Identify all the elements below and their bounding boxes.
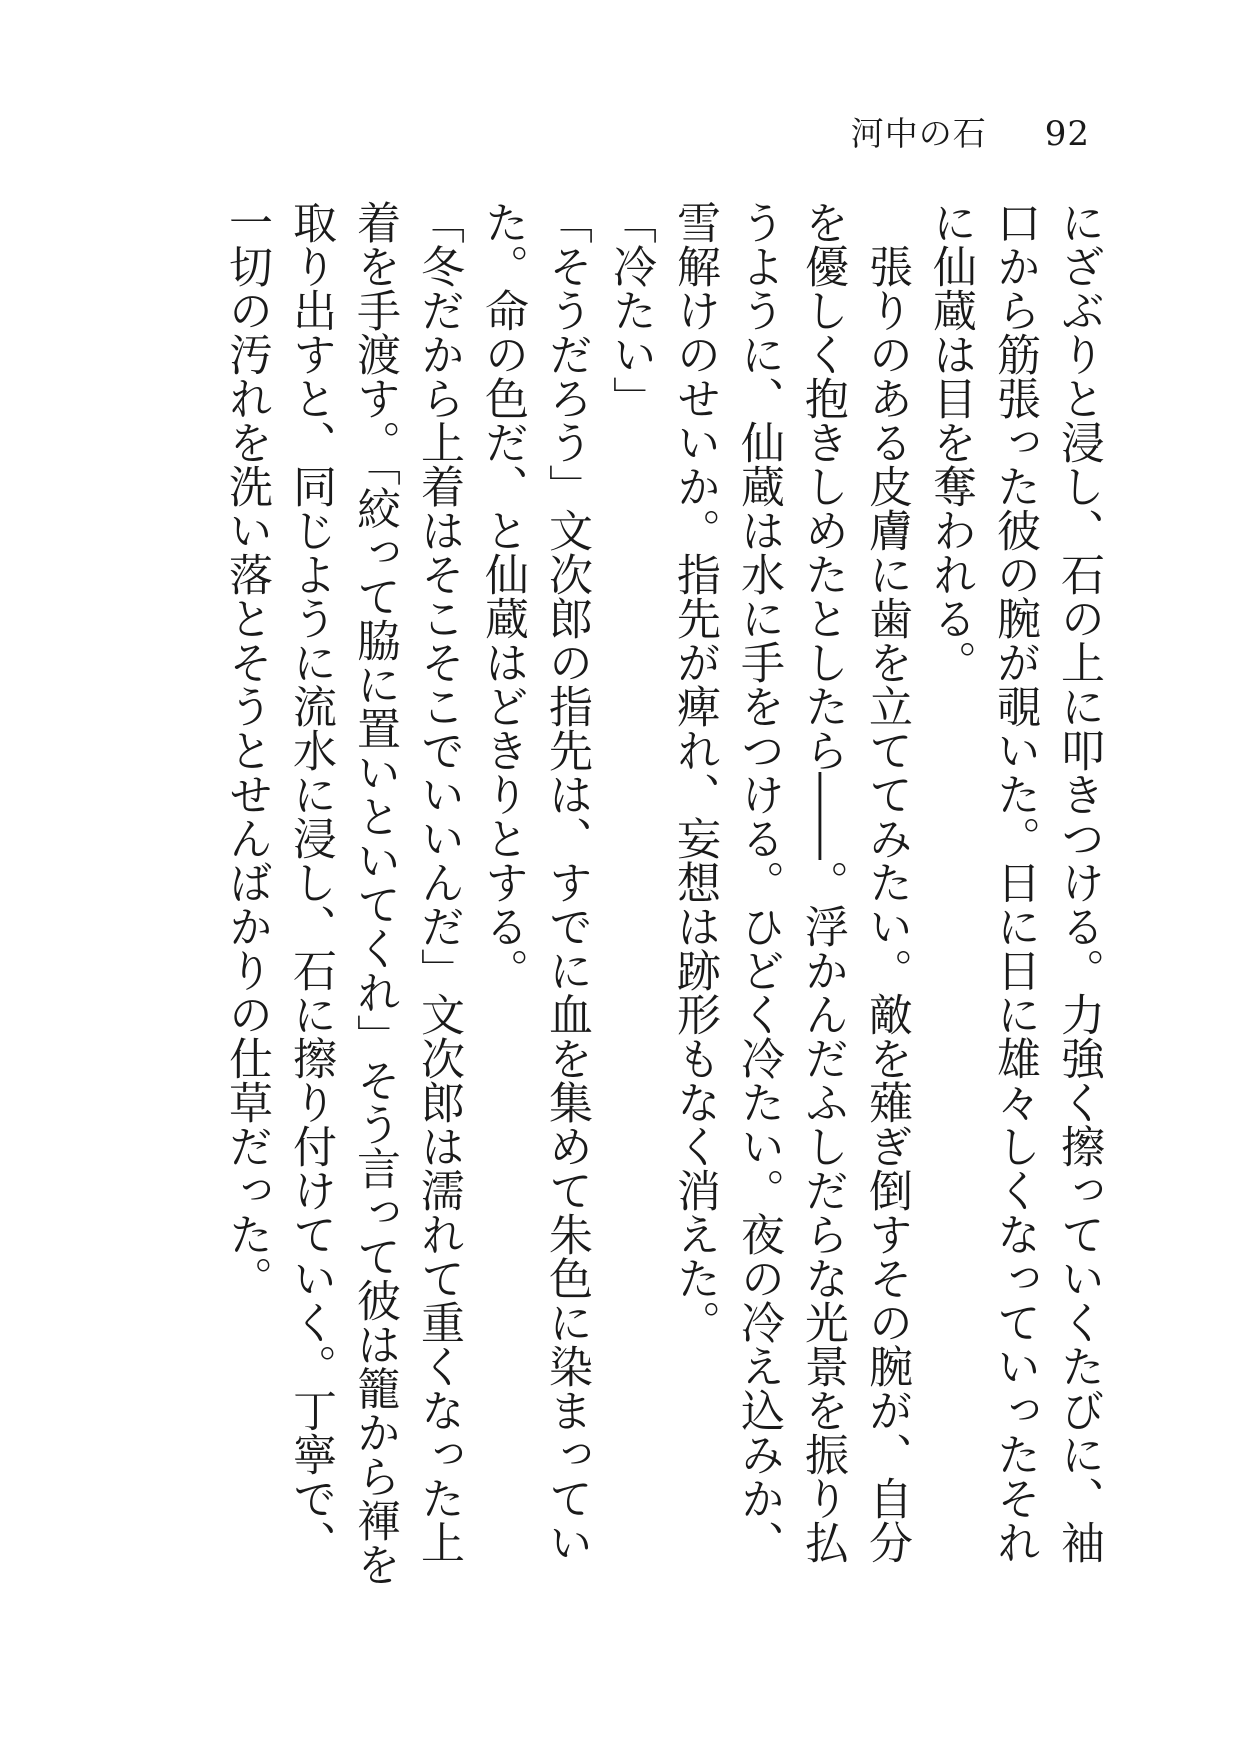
running-header bbox=[851, 108, 1090, 155]
chapter-title: 河中の石 bbox=[850, 114, 987, 153]
paragraph: 張りのある皮膚に歯を立ててみたい。敵を薙ぎ倒すその腕が、自分を優しく抱きしめたとしたら――。浮かんだふしだらな光景を振り払うように、仙蔵は水に手をつける。ひどく冷たい。夜の冷え込みか、雪解けのせいか。指先が痺れ、妄想は跡形もなく消えた。 bbox=[669, 200, 912, 1564]
page-number: 92 bbox=[1044, 114, 1090, 154]
dialogue-line: 「冷たい」 bbox=[605, 200, 656, 420]
body-text bbox=[214, 200, 1110, 1590]
dialogue-paragraph: 「冬だから上着はそこそこでいいんだ」文次郎は濡れて重くなった上着を手渡す。「絞って脇に置いといてくれ」そう言って彼は籠から褌を取り出すと、同じように流水に浸し、石に擦り付けていく。丁寧で、一切の汚れを洗い落とそうとせんばかりの仕草だった。 bbox=[221, 200, 464, 1586]
paragraph: にざぶりと浸し、石の上に叩きつける。力強く擦っていくたびに、袖口から筋張った彼の腕が覗いた。日に日に雄々しくなっていったそれに仙蔵は目を奪われる。 bbox=[925, 200, 1104, 1564]
dialogue-paragraph: 「そうだろう」文次郎の指先は、すでに血を集めて朱色に染まっていた。命の色だ、と仙蔵はどきりとする。 bbox=[477, 200, 592, 1564]
